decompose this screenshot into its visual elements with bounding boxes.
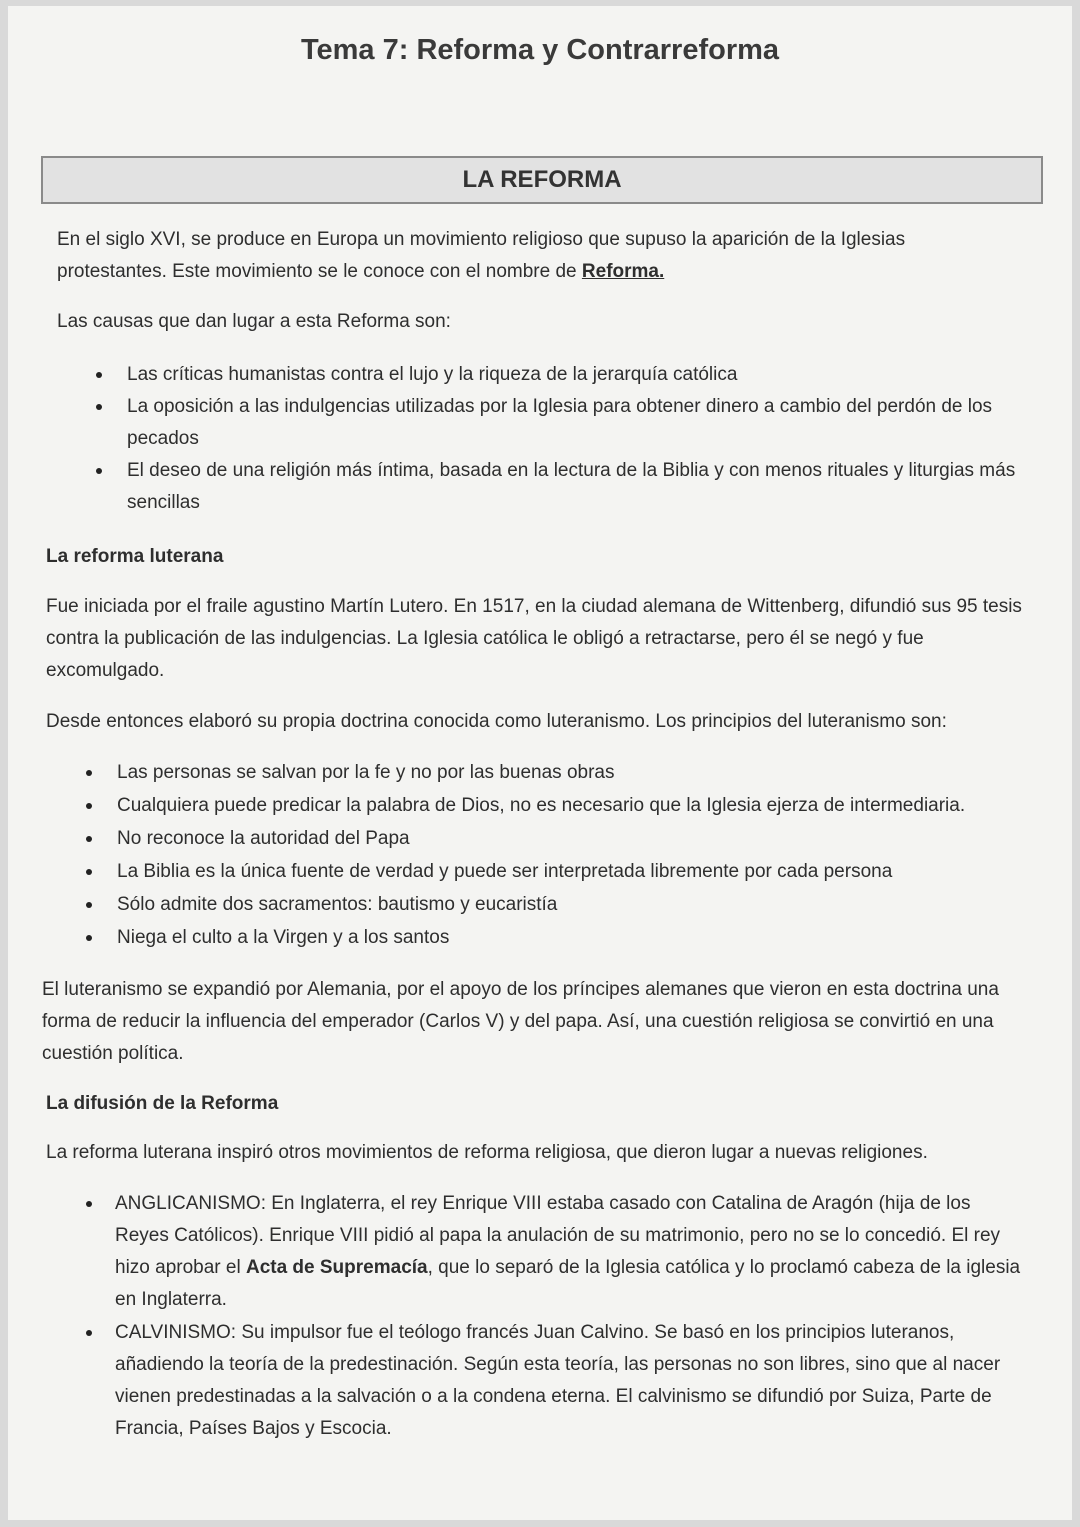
- list-item: [86, 790, 1036, 822]
- causes-list: [96, 359, 1036, 519]
- acta-supremacia-term: Acta de Supremacía: [245, 1257, 428, 1278]
- bullet-icon: [86, 803, 92, 809]
- list-item-text: Las personas se salvan por la fe y no por las buenas obras: [117, 762, 615, 783]
- list-item: [86, 823, 1036, 855]
- list-item: [86, 889, 1036, 921]
- anglican-text: ANGLICANISMO: En Inglaterra, el rey Enrique VIII estaba casado con Catalina de Aragón (hija de los Reyes Católicos). Enrique VIII pidió al papa la anulación de su matrimonio, pero no se lo concedió. El rey hizo aprobar el: [115, 1193, 1001, 1278]
- list-item: [96, 455, 1036, 519]
- page-title: Tema 7: Reforma y Contrarreforma: [300, 34, 780, 66]
- lutheran-heading: La reforma luterana: [46, 546, 224, 567]
- lutheran-principles-list: [86, 757, 1036, 954]
- list-item-text: Las críticas humanistas contra el lujo y la riqueza de la jerarquía católica: [127, 364, 738, 385]
- list-item-text: No reconoce la autoridad del Papa: [117, 828, 410, 849]
- lutheran-paragraph-1: Fue iniciada por el fraile agustino Martín Lutero. En 1517, en la ciudad alemana de Wittenberg, difundió sus 95 tesis contra la publicación de las indulgencias. La Iglesia católica le obligó a retractarse, pero él se negó y fue excomulgado.: [46, 596, 1022, 681]
- lutheran-paragraph-2: Desde entonces elaboró su propia doctrina conocida como luteranismo. Los principios del luteranismo son:: [46, 711, 947, 732]
- list-item: [96, 359, 1036, 391]
- section-heading-box: [41, 156, 1043, 204]
- bullet-icon: [86, 935, 92, 941]
- bullet-icon: [96, 404, 102, 410]
- bullet-icon: [86, 902, 92, 908]
- intro-text: En el siglo XVI, se produce en Europa un movimiento religioso que supuso la aparición de la Iglesias protestantes. Este movimiento se le conoce con el nombre de: [57, 229, 906, 282]
- document-page: [8, 6, 1072, 1520]
- bullet-icon: [86, 1201, 92, 1207]
- bullet-icon: [86, 869, 92, 875]
- diffusion-list: [86, 1188, 1021, 1445]
- bullet-icon: [96, 372, 102, 378]
- bullet-icon: [86, 770, 92, 776]
- list-item-text: Cualquiera puede predicar la palabra de Dios, no es necesario que la Iglesia ejerza de intermediaria.: [117, 795, 966, 816]
- list-item: [86, 856, 1036, 888]
- list-item-calvinism: [86, 1317, 1021, 1445]
- intro-paragraph: [57, 224, 1017, 288]
- causes-intro: Las causas que dan lugar a esta Reforma son:: [57, 311, 451, 332]
- list-item-text: Sólo admite dos sacramentos: bautismo y eucaristía: [117, 894, 558, 915]
- diffusion-heading: La difusión de la Reforma: [46, 1093, 279, 1114]
- list-item-text: La Biblia es la única fuente de verdad y puede ser interpretada libremente por cada persona: [117, 861, 893, 882]
- anglican-text-end: , que lo separó de la Iglesia católica y lo proclamó cabeza de la iglesia en Inglaterra.: [115, 1257, 1021, 1310]
- section-heading: LA REFORMA: [462, 166, 622, 193]
- bullet-icon: [86, 1330, 92, 1336]
- list-item: [86, 757, 1036, 789]
- calvinism-text: CALVINISMO: Su impulsor fue el teólogo francés Juan Calvino. Se basó en los principios luteranos, añadiendo la teoría de la predestinación. Según esta teoría, las personas no son libres, sino que al nacer vienen predestinadas a la salvación o a la condena eterna. El calvinismo se difundió por Suiza, Parte de Francia, Países Bajos y Escocia.: [115, 1322, 1001, 1439]
- bullet-icon: [96, 468, 102, 474]
- list-item-text: La oposición a las indulgencias utilizadas por la Iglesia para obtener dinero a cambio del perdón de los pecados: [127, 396, 993, 449]
- reforma-term: Reforma.: [581, 261, 665, 282]
- diffusion-intro: La reforma luterana inspiró otros movimientos de reforma religiosa, que dieron lugar a nuevas religiones.: [46, 1142, 928, 1163]
- lutheran-paragraph-3: El luteranismo se expandió por Alemania, por el apoyo de los príncipes alemanes que vieron en esta doctrina una forma de reducir la influencia del emperador (Carlos V) y del papa. Así, una cuestión religiosa se convirtió en una cuestión política.: [42, 979, 999, 1064]
- list-item: [96, 391, 1036, 455]
- list-item-text: Niega el culto a la Virgen y a los santos: [117, 927, 450, 948]
- bullet-icon: [86, 836, 92, 842]
- list-item-anglicanism: [86, 1188, 1021, 1316]
- list-item: [86, 922, 1036, 954]
- list-item-text: El deseo de una religión más íntima, basada en la lectura de la Biblia y con menos rituales y liturgias más sencillas: [127, 460, 1016, 513]
